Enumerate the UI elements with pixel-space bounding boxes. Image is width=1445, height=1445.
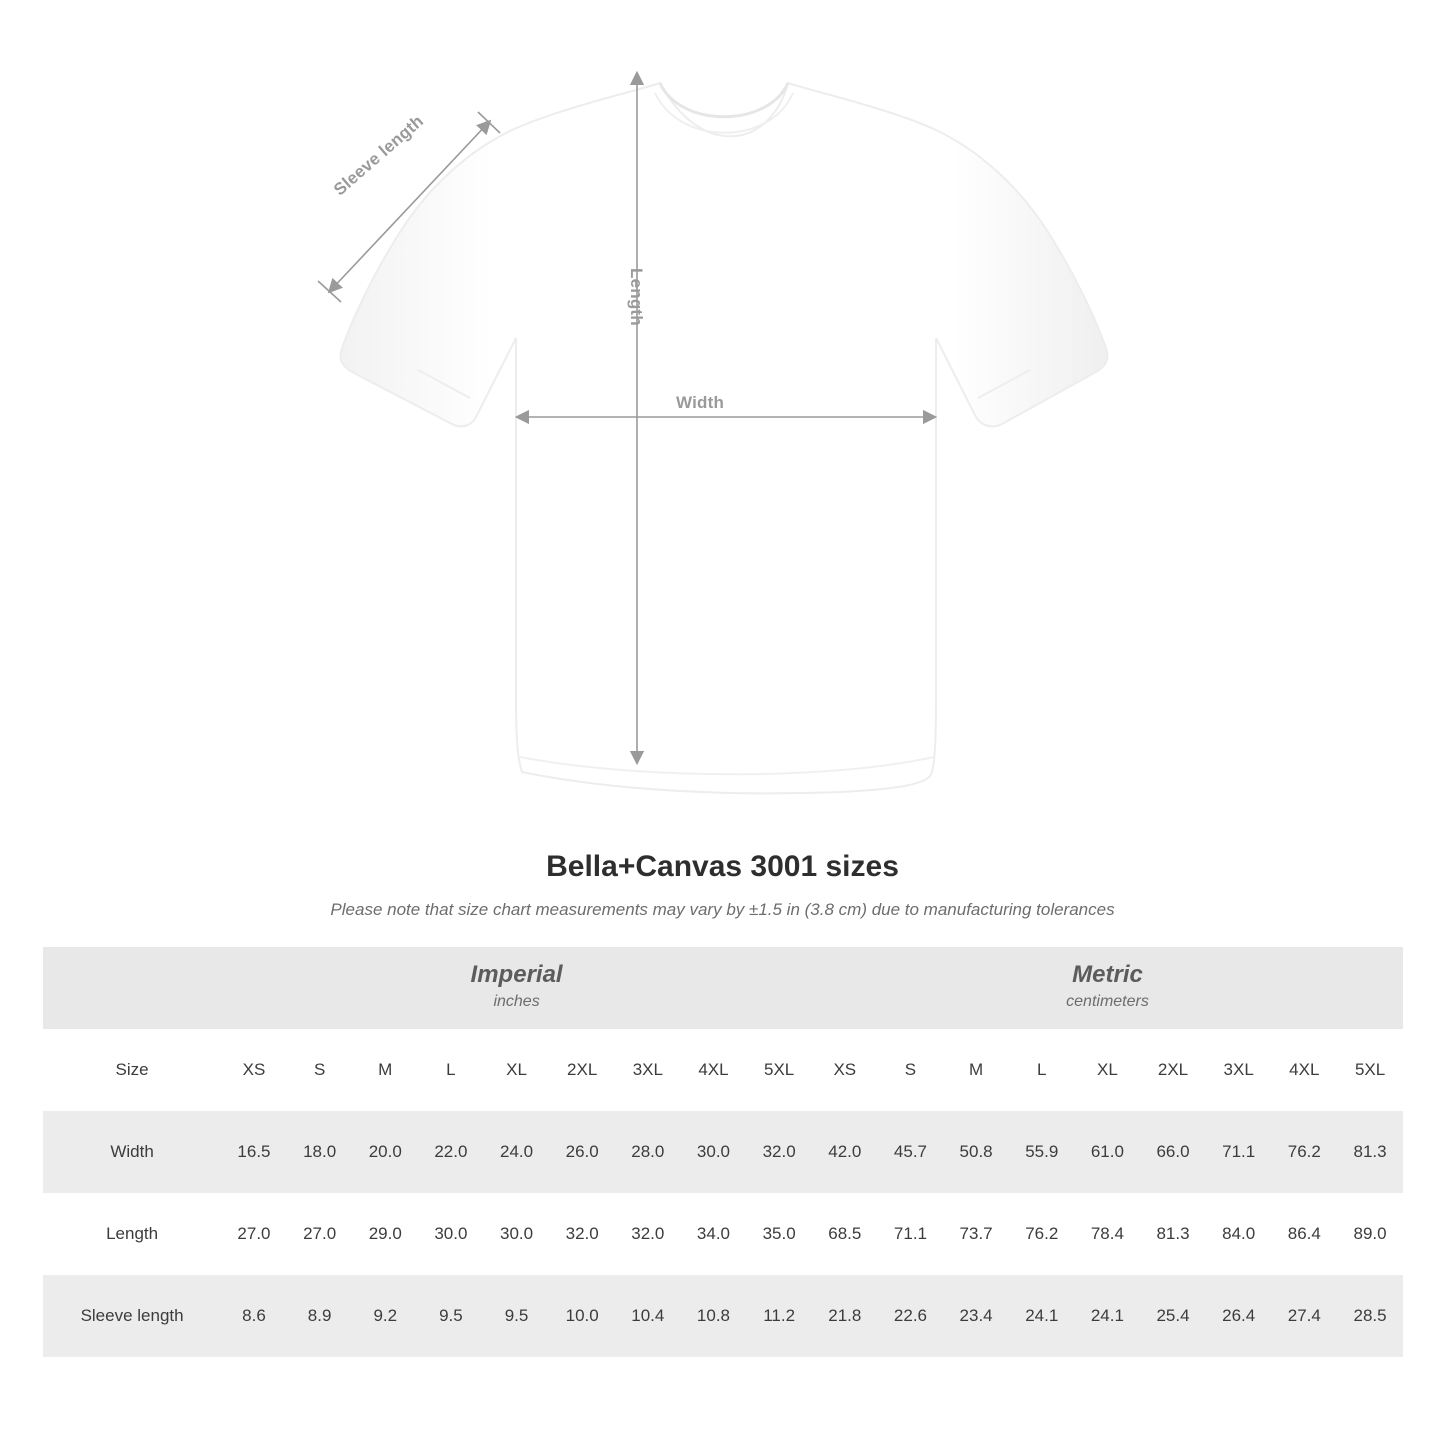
cell-length-4xl-cm: 86.4 bbox=[1271, 1193, 1337, 1275]
cell-width-xs: 16.5 bbox=[221, 1111, 287, 1193]
cell-width-4xl-cm: 76.2 bbox=[1271, 1111, 1337, 1193]
size-header-cell: 4XL bbox=[1289, 1060, 1320, 1079]
chart-heading bbox=[0, 850, 1445, 920]
cell-width-xs-cm: 42.0 bbox=[812, 1111, 878, 1193]
table-row bbox=[43, 1275, 1403, 1357]
size-header-cell: L bbox=[1037, 1060, 1047, 1079]
size-header-cell: 5XL bbox=[764, 1060, 795, 1079]
cell-sleeve-xs-cm: 21.8 bbox=[812, 1275, 878, 1357]
cell-width-2xl: 26.0 bbox=[549, 1111, 615, 1193]
size-header-cell: XS bbox=[833, 1060, 857, 1079]
size-header-cell: 5XL bbox=[1354, 1060, 1386, 1079]
size-header-cell: 4XL bbox=[698, 1060, 729, 1079]
cell-width-4xl: 30.0 bbox=[681, 1111, 747, 1193]
cell-length-s: 27.0 bbox=[287, 1193, 353, 1275]
size-header-cell: 3XL bbox=[632, 1060, 663, 1079]
cell-length-l: 30.0 bbox=[418, 1193, 484, 1275]
size-header-cell: S bbox=[904, 1060, 917, 1079]
size-header-cell: 2XL bbox=[1157, 1060, 1189, 1079]
cell-sleeve-s-cm: 22.6 bbox=[878, 1275, 944, 1357]
cell-sleeve-s: 8.9 bbox=[287, 1275, 353, 1357]
size-header-cell: XL bbox=[1096, 1060, 1118, 1079]
cell-sleeve-2xl: 10.0 bbox=[549, 1275, 615, 1357]
cell-length-4xl: 34.0 bbox=[681, 1193, 747, 1275]
width-label: Width bbox=[676, 393, 725, 412]
sleeve-length-label: Sleeve length bbox=[330, 111, 428, 200]
unit-name-imperial: Imperial bbox=[470, 961, 563, 989]
cell-sleeve-l: 9.5 bbox=[418, 1275, 484, 1357]
size-header-cell: XS bbox=[242, 1060, 266, 1079]
unit-group-imperial bbox=[221, 947, 812, 1029]
cell-width-2xl-cm: 66.0 bbox=[1140, 1111, 1206, 1193]
cell-length-5xl-cm: 89.0 bbox=[1337, 1193, 1403, 1275]
cell-length-m-cm: 73.7 bbox=[943, 1193, 1009, 1275]
unit-sub-imperial: inches bbox=[493, 993, 540, 1010]
cell-length-l-cm: 76.2 bbox=[1009, 1193, 1075, 1275]
cell-length-3xl-cm: 84.0 bbox=[1206, 1193, 1272, 1275]
cell-width-xl-cm: 61.0 bbox=[1075, 1111, 1141, 1193]
tshirt-shape bbox=[340, 83, 1107, 793]
cell-sleeve-2xl-cm: 25.4 bbox=[1140, 1275, 1206, 1357]
table-row bbox=[43, 1193, 1403, 1275]
cell-sleeve-5xl-cm: 28.5 bbox=[1337, 1275, 1403, 1357]
cell-sleeve-m-cm: 23.4 bbox=[943, 1275, 1009, 1357]
cell-sleeve-3xl-cm: 26.4 bbox=[1206, 1275, 1272, 1357]
cell-length-2xl: 32.0 bbox=[549, 1193, 615, 1275]
cell-sleeve-4xl: 10.8 bbox=[681, 1275, 747, 1357]
cell-width-m: 20.0 bbox=[352, 1111, 418, 1193]
size-header-cell: 2XL bbox=[567, 1060, 598, 1079]
row-label-size: Size bbox=[115, 1060, 149, 1079]
cell-width-m-cm: 50.8 bbox=[943, 1111, 1009, 1193]
cell-width-s-cm: 45.7 bbox=[878, 1111, 944, 1193]
size-table bbox=[43, 947, 1403, 1357]
cell-sleeve-5xl: 11.2 bbox=[746, 1275, 812, 1357]
cell-length-m: 29.0 bbox=[352, 1193, 418, 1275]
size-table-wrapper bbox=[43, 947, 1403, 1357]
cell-length-xs-cm: 68.5 bbox=[812, 1193, 878, 1275]
cell-length-5xl: 35.0 bbox=[746, 1193, 812, 1275]
cell-length-2xl-cm: 81.3 bbox=[1140, 1193, 1206, 1275]
row-label-sleeve-length: Sleeve length bbox=[43, 1275, 221, 1357]
cell-sleeve-xs: 8.6 bbox=[221, 1275, 287, 1357]
cell-width-5xl-cm: 81.3 bbox=[1337, 1111, 1403, 1193]
size-header-cell: L bbox=[446, 1060, 456, 1079]
cell-width-3xl: 28.0 bbox=[615, 1111, 681, 1193]
table-corner-cell bbox=[43, 947, 221, 1029]
size-header-cell: XL bbox=[506, 1060, 527, 1079]
cell-width-3xl-cm: 71.1 bbox=[1206, 1111, 1272, 1193]
cell-width-l-cm: 55.9 bbox=[1009, 1111, 1075, 1193]
row-label-width: Width bbox=[43, 1111, 221, 1193]
cell-width-s: 18.0 bbox=[287, 1111, 353, 1193]
cell-length-xl-cm: 78.4 bbox=[1075, 1193, 1141, 1275]
size-header-cell: M bbox=[378, 1060, 393, 1079]
size-header-cell: M bbox=[969, 1060, 984, 1079]
cell-width-xl: 24.0 bbox=[484, 1111, 550, 1193]
cell-sleeve-xl-cm: 24.1 bbox=[1075, 1275, 1141, 1357]
size-header-row bbox=[43, 1029, 1403, 1111]
tolerance-note: Please note that size chart measurements may vary by ±1.5 in (3.8 cm) due to manufacturing tolerances bbox=[330, 900, 1115, 919]
cell-length-xs: 27.0 bbox=[221, 1193, 287, 1275]
table-row bbox=[43, 1111, 1403, 1193]
cell-length-s-cm: 71.1 bbox=[878, 1193, 944, 1275]
unit-group-metric bbox=[812, 947, 1403, 1029]
size-header-cell: S bbox=[313, 1060, 326, 1079]
length-label: Length bbox=[627, 268, 646, 326]
cell-length-3xl: 32.0 bbox=[615, 1193, 681, 1275]
unit-sub-metric: centimeters bbox=[1066, 993, 1149, 1010]
cell-sleeve-xl: 9.5 bbox=[484, 1275, 550, 1357]
row-label-length: Length bbox=[43, 1193, 221, 1275]
cell-sleeve-4xl-cm: 27.4 bbox=[1271, 1275, 1337, 1357]
unit-header-row bbox=[43, 947, 1403, 1029]
cell-length-xl: 30.0 bbox=[484, 1193, 550, 1275]
cell-width-5xl: 32.0 bbox=[746, 1111, 812, 1193]
cell-width-l: 22.0 bbox=[418, 1111, 484, 1193]
cell-sleeve-3xl: 10.4 bbox=[615, 1275, 681, 1357]
cell-sleeve-m: 9.2 bbox=[352, 1275, 418, 1357]
size-header-cell: 3XL bbox=[1223, 1060, 1254, 1079]
page-title: Bella+Canvas 3001 sizes bbox=[546, 850, 899, 883]
cell-sleeve-l-cm: 24.1 bbox=[1009, 1275, 1075, 1357]
unit-name-metric: Metric bbox=[1072, 961, 1143, 989]
